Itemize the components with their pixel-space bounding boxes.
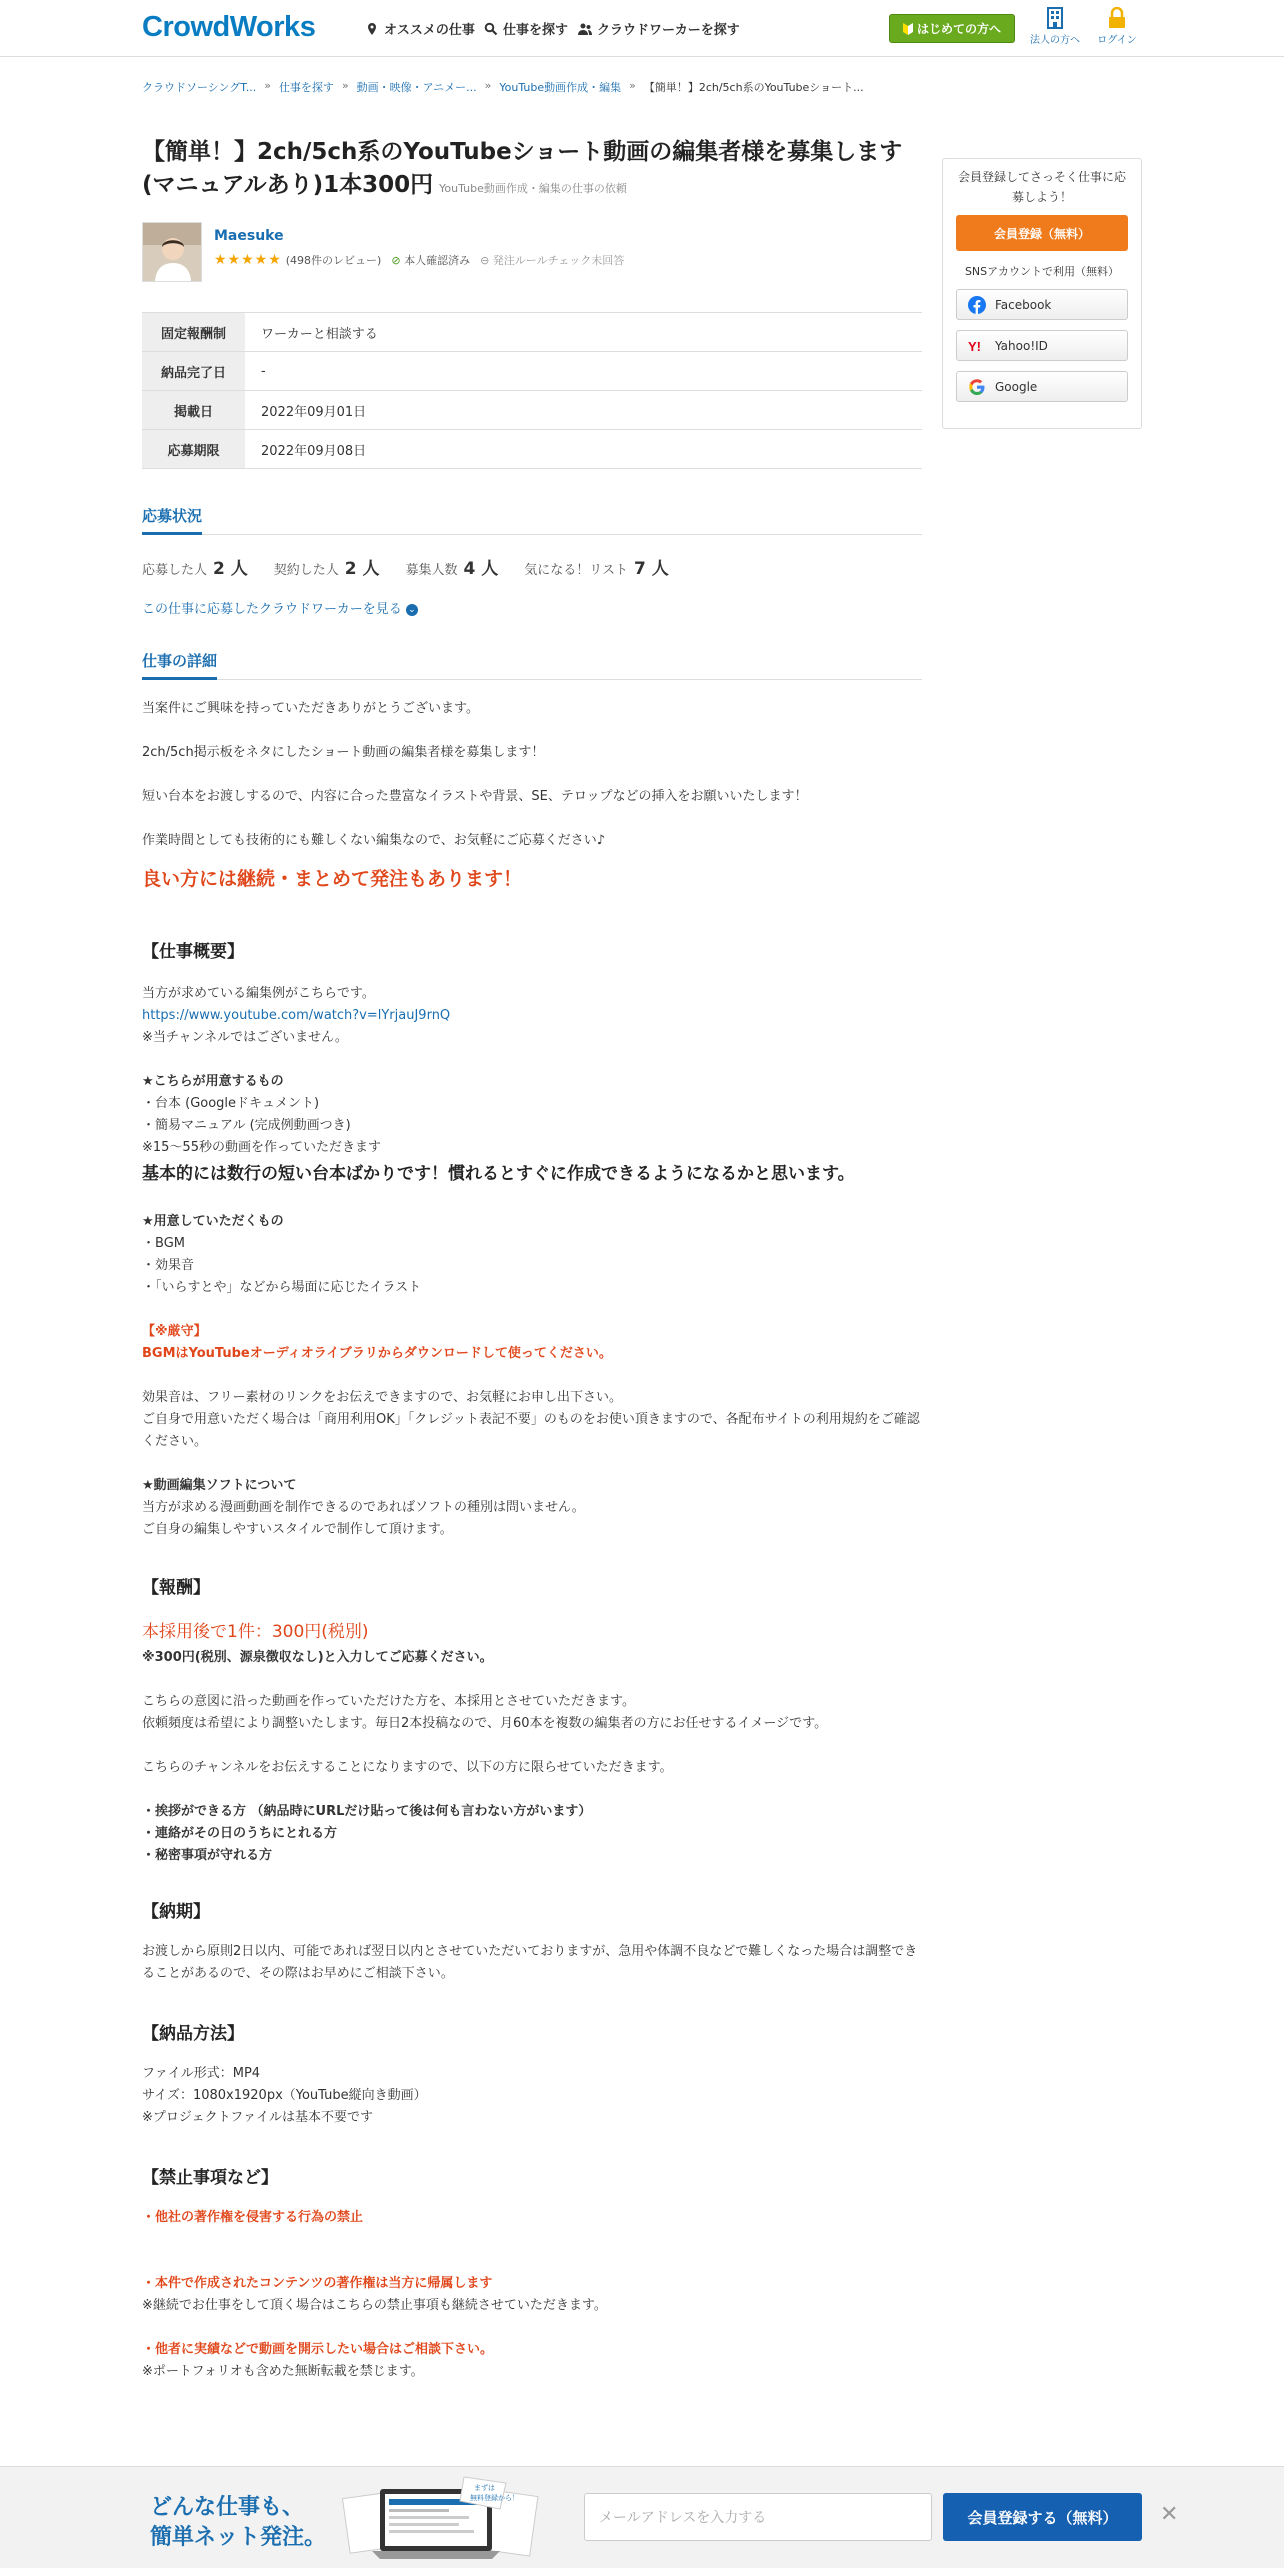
corporate-label: 法人の方へ (1030, 35, 1080, 46)
yahoo-label: Yahoo!ID (995, 338, 1048, 353)
breadcrumb-separator: » (264, 79, 271, 92)
footer-catch-line: 簡単ネット発注。 (150, 2525, 327, 2550)
breadcrumb-item[interactable]: YouTube動画作成・編集 (499, 81, 622, 94)
client-info (142, 222, 922, 282)
stat-recruit (406, 554, 499, 579)
table-value: 2022年09月08日 (245, 430, 922, 469)
nav-find-jobs-label: 仕事を探す (503, 23, 569, 38)
job-summary-table (142, 312, 922, 469)
table-row (142, 313, 922, 352)
description-text: お渡しから原則2日以内、可能であれば翌日以内とさせていただいておりますが、急用や体調不良などで難しくなった場合は調整できることがあるので、その際はお早めにご相談下さい。 (142, 1944, 918, 1981)
verified-badge (391, 252, 470, 268)
job-title-text: 【簡単！】2ch/5ch系のYouTubeショート動画の編集者様を募集します(マニュアルあり)1本300円 (142, 139, 903, 198)
table-key: 掲載日 (142, 391, 245, 430)
detail-section-header (142, 650, 922, 680)
stat-value: 7 人 (634, 559, 669, 579)
search-icon (484, 22, 498, 36)
breadcrumb-current: 【簡単！】2ch/5ch系のYouTubeショート... (643, 81, 864, 94)
highlight-text: 良い方には継続・まとめて発注もあります！ (142, 868, 523, 890)
person-icon (143, 223, 202, 282)
review-count[interactable]: (498件のレビュー) (285, 254, 382, 267)
beginners-button[interactable] (889, 14, 1015, 43)
google-login-button[interactable] (956, 371, 1128, 402)
section-heading: 【納品方法】 (142, 2024, 244, 2044)
list-item: ・秘密事項が守れる方 (142, 1848, 273, 1863)
laptop-illustration (336, 2475, 546, 2565)
breadcrumb-separator: » (484, 79, 492, 92)
description-text: 当案件にご興味を持っていただきありがとうございます。 (142, 701, 479, 716)
emphasis-text: 基本的には数行の短い台本ばかりです！慣れるとすぐに作成できるようになるかと思います。 (142, 1164, 855, 1184)
stat-watchlist (524, 554, 669, 579)
rule-check-label: 発注ルールチェック未回答 (492, 254, 625, 267)
breadcrumb (142, 79, 864, 95)
beginner-mark-icon (903, 23, 913, 35)
login-link[interactable] (1090, 7, 1144, 46)
google-label: Google (995, 379, 1038, 394)
chevron-down-circle-icon: ⌄ (406, 604, 418, 616)
rule-check-badge (480, 252, 624, 268)
nav-recommended[interactable] (365, 19, 475, 38)
list-item: ・連絡がその日のうちにとれる方 (142, 1826, 338, 1841)
stat-label: 契約した人 (273, 563, 339, 578)
stat-label: 応募した人 (142, 563, 208, 578)
table-key: 固定報酬制 (142, 313, 245, 352)
breadcrumb-item[interactable]: クラウドソーシングT... (142, 81, 257, 94)
table-key: 応募期限 (142, 430, 245, 469)
corporate-link[interactable] (1028, 7, 1082, 46)
list-item: ※15〜55秒の動画を作っていただきます (142, 1140, 381, 1155)
stat-label: 気になる！リスト (524, 563, 629, 578)
table-value: - (245, 352, 922, 391)
facebook-icon (968, 296, 986, 314)
list-item: ・効果音 (142, 1258, 195, 1273)
see-applicants-link[interactable] (142, 598, 922, 617)
description-text: 効果音は、フリー素材のリンクをお伝えできますので、お気軽にお申し出下さい。 (142, 1390, 622, 1405)
job-title (142, 136, 922, 205)
description-text: こちらの意図に沿った動画を作っていただけた方を、本採用とさせていただきます。 (142, 1694, 635, 1709)
google-icon (968, 378, 986, 396)
ban-note: ※継続でお仕事をして頂く場合はこちらの禁止事項も継続させていただきます。 (142, 2298, 607, 2313)
description-text: 依頼頻度は希望により調整いたします。毎日2本投稿なので、月60本を複数の編集者の方にお任せするイメージです。 (142, 1716, 828, 1731)
stat-value: 2 人 (344, 559, 380, 579)
facebook-login-button[interactable] (956, 289, 1128, 320)
list-item: サイズ：1080x1920px（YouTube縦向き動画） (142, 2088, 427, 2103)
stat-label: 募集人数 (405, 563, 458, 578)
description-subheading: ★動画編集ソフトについて (142, 1478, 297, 1493)
table-key: 納品完了日 (142, 352, 245, 391)
job-main (142, 136, 922, 2383)
footer-email-input[interactable]: メールアドレスを入力する (584, 2493, 932, 2541)
users-icon (578, 22, 592, 36)
table-row (142, 391, 922, 430)
price-text: 本採用後で1件：300円(税別) (142, 1622, 369, 1642)
lock-icon (1107, 7, 1127, 29)
section-heading: 【禁止事項など】 (142, 2168, 278, 2188)
apply-status-section-header (142, 505, 922, 535)
list-item: ・台本 (Googleドキュメント) (142, 1096, 320, 1111)
see-applicants-label: この仕事に応募したクラウドワーカーを見る (142, 602, 402, 617)
section-heading: 【仕事概要】 (142, 942, 244, 962)
verified-label: 本人確認済み (404, 254, 471, 267)
list-item: ・「いらすとや」などから場面に応じたイラスト (142, 1280, 422, 1295)
table-row (142, 430, 922, 469)
yahoo-login-button[interactable] (956, 330, 1128, 361)
job-description (142, 698, 922, 2383)
signup-message: 会員登録してさっそく仕事に応募しよう！ (957, 170, 1126, 204)
nav-find-jobs[interactable] (484, 19, 568, 38)
nav-find-workers-label: クラウドワーカーを探す (597, 23, 740, 38)
job-category-note: YouTube動画作成・編集の仕事の依頼 (439, 182, 627, 195)
client-meta (214, 252, 624, 268)
breadcrumb-item[interactable]: 動画・映像・アニメー... (356, 81, 477, 94)
nav-recommended-label: オススメの仕事 (384, 23, 475, 38)
table-row (142, 352, 922, 391)
section-heading: 【納期】 (142, 1902, 210, 1922)
close-icon[interactable]: ✕ (1160, 2502, 1179, 2527)
description-text: ご自身の編集しやすいスタイルで制作して頂けます。 (142, 1522, 453, 1537)
stat-value: 2 人 (213, 559, 248, 579)
price-note: ※300円(税別、源泉徴収なし)と入力してご応募ください。 (142, 1650, 493, 1665)
register-button[interactable]: 会員登録（無料） (956, 215, 1128, 251)
nav-find-workers[interactable] (578, 19, 740, 38)
footer-bubble-line: 無料登録から！ (470, 2495, 519, 2502)
description-text: 2ch/5ch掲示板をネタにしたショート動画の編集者様を募集します！ (142, 745, 545, 760)
yahoo-icon (968, 337, 986, 355)
list-item: ・挨拶ができる方 （納品時にURLだけ貼って後は何も言わない方がいます） (142, 1804, 592, 1819)
table-value: 2022年09月01日 (245, 391, 922, 430)
minus-circle-icon: ⊖ (480, 254, 490, 267)
login-label: ログイン (1097, 35, 1137, 46)
breadcrumb-item[interactable]: 仕事を探す (278, 81, 334, 94)
description-subheading: ★こちらが用意するもの (142, 1074, 284, 1089)
description-text: 当方が求めている編集例がこちらです。 (142, 986, 375, 1001)
ban-item: ・本件で作成されたコンテンツの著作権は当方に帰属します (142, 2276, 493, 2291)
ban-item: ・他者に実績などで動画を開示したい場合はご相談下さい。 (142, 2342, 494, 2357)
check-circle-icon: ⊘ (391, 254, 401, 267)
ban-note: ※ポートフォリオも含めた無断転載を禁じます。 (142, 2364, 424, 2379)
facebook-label: Facebook (995, 297, 1052, 312)
signup-sidebar (942, 158, 1142, 429)
stat-value: 4 人 (463, 559, 499, 579)
list-item: ファイル形式：MP4 (142, 2066, 261, 2081)
description-text: 当方が求める漫画動画を制作できるのであればソフトの種別は問いません。 (142, 1500, 585, 1515)
description-text: ご自身で用意いただく場合は「商用利用OK」「クレジット表記不要」のものをお使い頂きますので、各配布サイトの利用規約をご確認ください。 (142, 1412, 920, 1449)
apply-stats (142, 554, 922, 579)
site-header (0, 0, 1284, 57)
svg-text:Y!: Y! (968, 338, 981, 354)
section-heading: 【報酬】 (142, 1578, 210, 1598)
signup-footer-bar (0, 2466, 1284, 2568)
pin-icon (365, 22, 379, 36)
breadcrumb-separator: » (341, 79, 349, 92)
breadcrumb-separator: » (629, 79, 636, 92)
footer-register-button[interactable]: 会員登録する（無料） (943, 2493, 1142, 2541)
apply-status-heading: 応募状況 (142, 505, 202, 535)
ban-item: ・他社の著作権を侵害する行為の禁止 (142, 2210, 364, 2225)
client-avatar[interactable] (142, 222, 202, 282)
stat-contracted (274, 554, 380, 579)
rating-stars: ★★★★★ (214, 252, 282, 268)
list-item: ・簡易マニュアル (完成例動画つき) (142, 1118, 351, 1133)
list-item: ・BGM (142, 1236, 185, 1251)
description-subheading: ★用意していただくもの (142, 1214, 284, 1229)
list-item: ※プロジェクトファイルは基本不要です (142, 2110, 373, 2125)
sns-label: SNSアカウントで利用（無料） (964, 265, 1120, 278)
building-icon (1045, 7, 1065, 29)
description-text: ※当チャンネルではございません。 (142, 1030, 348, 1045)
beginners-label: はじめての方へ (916, 22, 1001, 36)
description-text: こちらのチャンネルをお伝えすることになりますので、以下の方に限らせていただきます。 (142, 1760, 673, 1775)
detail-heading: 仕事の詳細 (142, 650, 217, 680)
client-name[interactable]: Maesuke (214, 228, 284, 244)
table-value: ワーカーと相談する (245, 313, 922, 352)
footer-bubble-line: まずは (474, 2485, 495, 2492)
stat-applied (142, 554, 248, 579)
warning-heading: 【※厳守】 (142, 1324, 207, 1339)
footer-catch-line: どんな仕事も、 (150, 2495, 305, 2520)
warning-text: BGMはYouTubeオーディオライブラリからダウンロードして使ってください。 (142, 1346, 612, 1361)
crowdworks-logo[interactable]: CrowdWorks (142, 11, 316, 43)
example-video-link[interactable]: https://www.youtube.com/watch?v=lYrjauJ9rnQ (142, 1008, 451, 1023)
footer-catchcopy (150, 2493, 326, 2553)
description-text: 短い台本をお渡しするので、内容に合った豊富なイラストや背景、SE、テロップなどの挿入をお願いいたします！ (142, 789, 808, 804)
description-text: 作業時間としても技術的にも難しくない編集なので、お気軽にご応募ください♪ (142, 833, 606, 848)
